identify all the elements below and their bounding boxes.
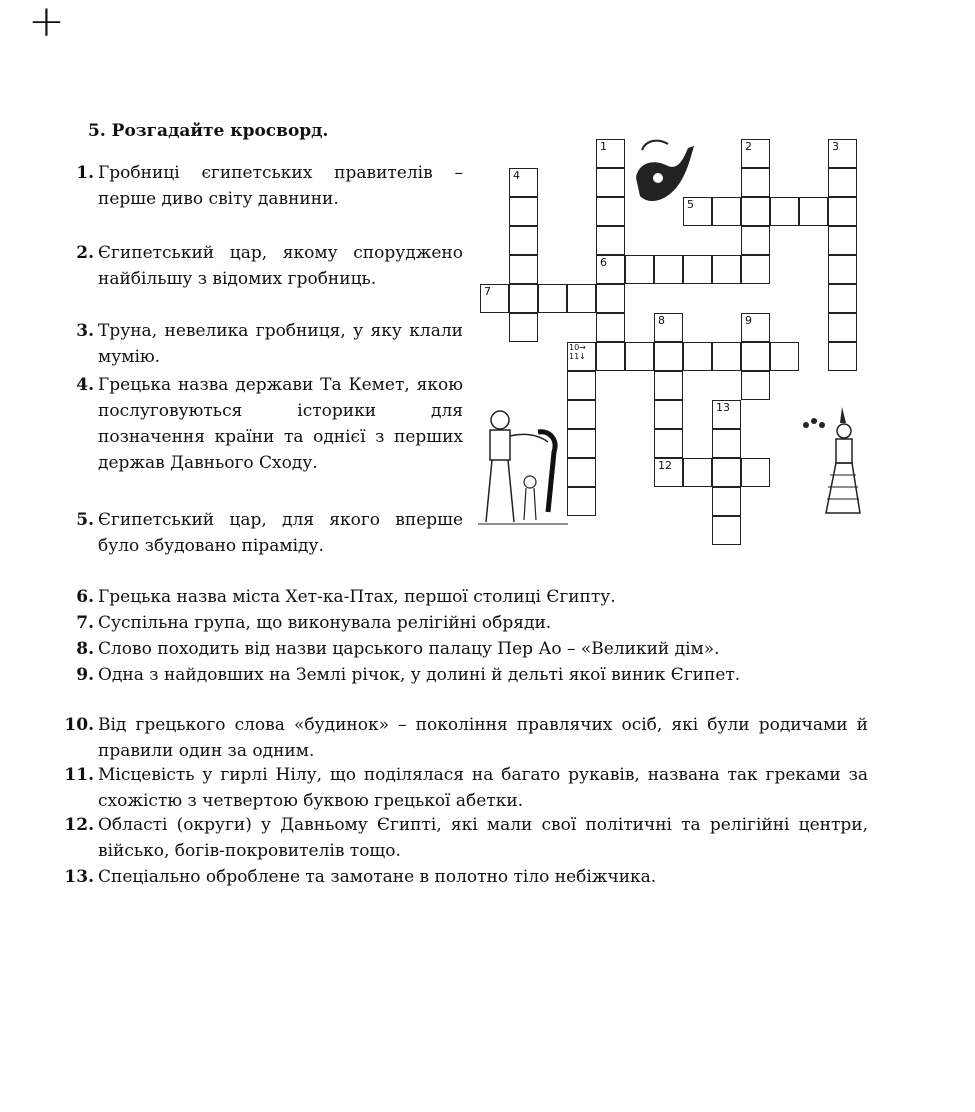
crossword-cell[interactable]: [828, 197, 857, 226]
crossword-cell[interactable]: [828, 226, 857, 255]
cell-number: 12: [658, 459, 672, 472]
crossword-cell[interactable]: [683, 342, 712, 371]
crossword-cell[interactable]: [683, 197, 712, 226]
crossword-cell[interactable]: [567, 284, 596, 313]
crossword-cell[interactable]: [567, 429, 596, 458]
egyptian-figure-illustration: [800, 405, 870, 520]
cell-number: 10→ 11↓: [569, 343, 586, 361]
crossword-cell[interactable]: [596, 284, 625, 313]
cell-number: 5: [687, 198, 694, 211]
cell-number: 4: [513, 169, 520, 182]
cell-number: 3: [832, 140, 839, 153]
crossword-cell[interactable]: [828, 139, 857, 168]
pharaoh-figures-illustration: [478, 402, 570, 527]
crossword-cell[interactable]: [741, 342, 770, 371]
cell-number: 9: [745, 314, 752, 327]
crossword-cell[interactable]: [712, 342, 741, 371]
crossword-cell[interactable]: [654, 313, 683, 342]
crossword-cell[interactable]: [596, 313, 625, 342]
crossword-cell[interactable]: [741, 197, 770, 226]
crossword-cell[interactable]: [712, 255, 741, 284]
crossword-cell[interactable]: [654, 371, 683, 400]
crossword-cell[interactable]: [828, 342, 857, 371]
clue-13: 13. Спеціально оброблене та замотане в полотно тіло небіжчика.: [64, 867, 657, 887]
crossword-cell[interactable]: [741, 313, 770, 342]
clue-2: 2. Єгипетський цар, якому споруджено найбільшу з відомих гробниць.: [76, 243, 463, 289]
crossword-cell[interactable]: [712, 197, 741, 226]
crossword-cell[interactable]: [509, 197, 538, 226]
crossword-cell[interactable]: [828, 313, 857, 342]
crossword-cell[interactable]: [828, 168, 857, 197]
clue-8: 8. Слово походить від назви царського палацу Пер Ао – «Великий дім».: [76, 639, 720, 659]
cell-number: 2: [745, 140, 752, 153]
crossword-cell[interactable]: [712, 516, 741, 545]
crossword-cell[interactable]: [567, 400, 596, 429]
crossword-cell[interactable]: [596, 139, 625, 168]
crossword-cell[interactable]: [799, 197, 828, 226]
task-title: 5. Розгадайте кросворд.: [88, 121, 329, 141]
crossword-cell[interactable]: [509, 313, 538, 342]
clue-1: 1. Гробниці єгипетських правителів – перше диво світу давнини.: [76, 163, 463, 209]
crossword-cell[interactable]: [596, 226, 625, 255]
crossword-cell[interactable]: [741, 168, 770, 197]
clue-12: 12. Області (округи) у Давньому Єгипті, які мали свої політичні та релігійні центри, військо, богів-покровителів тощо.: [64, 815, 868, 861]
clue-4: 4. Грецька назва держави Та Кемет, якою послуговуються історики для позначення країни та однієї з перших держав Давнього Сходу.: [76, 375, 463, 473]
crossword-cell[interactable]: [683, 255, 712, 284]
crossword-cell[interactable]: [567, 371, 596, 400]
crossword-cell[interactable]: [596, 197, 625, 226]
crossword-cell[interactable]: [596, 255, 625, 284]
crossword-cell[interactable]: [741, 255, 770, 284]
clue-10: 10. Від грецького слова «будинок» – покоління правлячих осіб, які були родичами й правили один за одним.: [64, 715, 868, 761]
crossword-cell[interactable]: [567, 342, 596, 371]
crossword-cell[interactable]: [509, 255, 538, 284]
crossword-cell[interactable]: [480, 284, 509, 313]
crossword-cell[interactable]: [654, 458, 683, 487]
crossword-cell[interactable]: [654, 429, 683, 458]
cell-number: 7: [484, 285, 491, 298]
crossword-cell[interactable]: [741, 226, 770, 255]
crossword-cell[interactable]: [770, 197, 799, 226]
crossword-cell[interactable]: [712, 429, 741, 458]
crossword-cell[interactable]: [770, 342, 799, 371]
crossword-cell[interactable]: [654, 255, 683, 284]
clue-9: 9. Одна з найдовших на Землі річок, у долині й дельті якої виник Єгипет.: [76, 665, 741, 685]
crossword-cell[interactable]: [567, 458, 596, 487]
crossword-cell[interactable]: [741, 458, 770, 487]
clue-11: 11. Місцевість у гирлі Нілу, що поділялася на багато рукавів, названа так греками за схожістю з четвертою буквою грецької абетки.: [64, 765, 868, 811]
crossword-cell[interactable]: [625, 255, 654, 284]
crossword-cell[interactable]: [654, 400, 683, 429]
crossword-cell[interactable]: [509, 226, 538, 255]
crossword-cell[interactable]: [596, 342, 625, 371]
cell-number: 1: [600, 140, 607, 153]
crossword-cell[interactable]: [683, 458, 712, 487]
crossword-cell[interactable]: [509, 168, 538, 197]
crossword-cell[interactable]: [538, 284, 567, 313]
crossword-cell[interactable]: [567, 487, 596, 516]
cell-number: 6: [600, 256, 607, 269]
crossword-cell[interactable]: [596, 168, 625, 197]
clue-6: 6. Грецька назва міста Хет-ка-Птах, першої столиці Єгипту.: [76, 587, 616, 607]
cell-number: 13: [716, 401, 730, 414]
crossword-cell[interactable]: [712, 400, 741, 429]
cell-number: 8: [658, 314, 665, 327]
crossword-cell[interactable]: [712, 458, 741, 487]
clue-3: 3. Труна, невелика гробниця, у яку клали мумію.: [76, 321, 463, 367]
clue-7: 7. Суспільна група, що виконувала релігійні обряди.: [76, 613, 552, 633]
crossword-cell[interactable]: [741, 139, 770, 168]
add-icon[interactable]: +: [28, 0, 65, 47]
crossword-cell[interactable]: [741, 371, 770, 400]
crossword-cell[interactable]: [625, 342, 654, 371]
crossword-cell[interactable]: [828, 284, 857, 313]
crossword-cell[interactable]: [712, 487, 741, 516]
crossword-cell[interactable]: [828, 255, 857, 284]
crossword-cell[interactable]: [654, 342, 683, 371]
clue-5: 5. Єгипетський цар, для якого вперше було збудовано піраміду.: [76, 510, 463, 556]
crossword-cell[interactable]: [509, 284, 538, 313]
